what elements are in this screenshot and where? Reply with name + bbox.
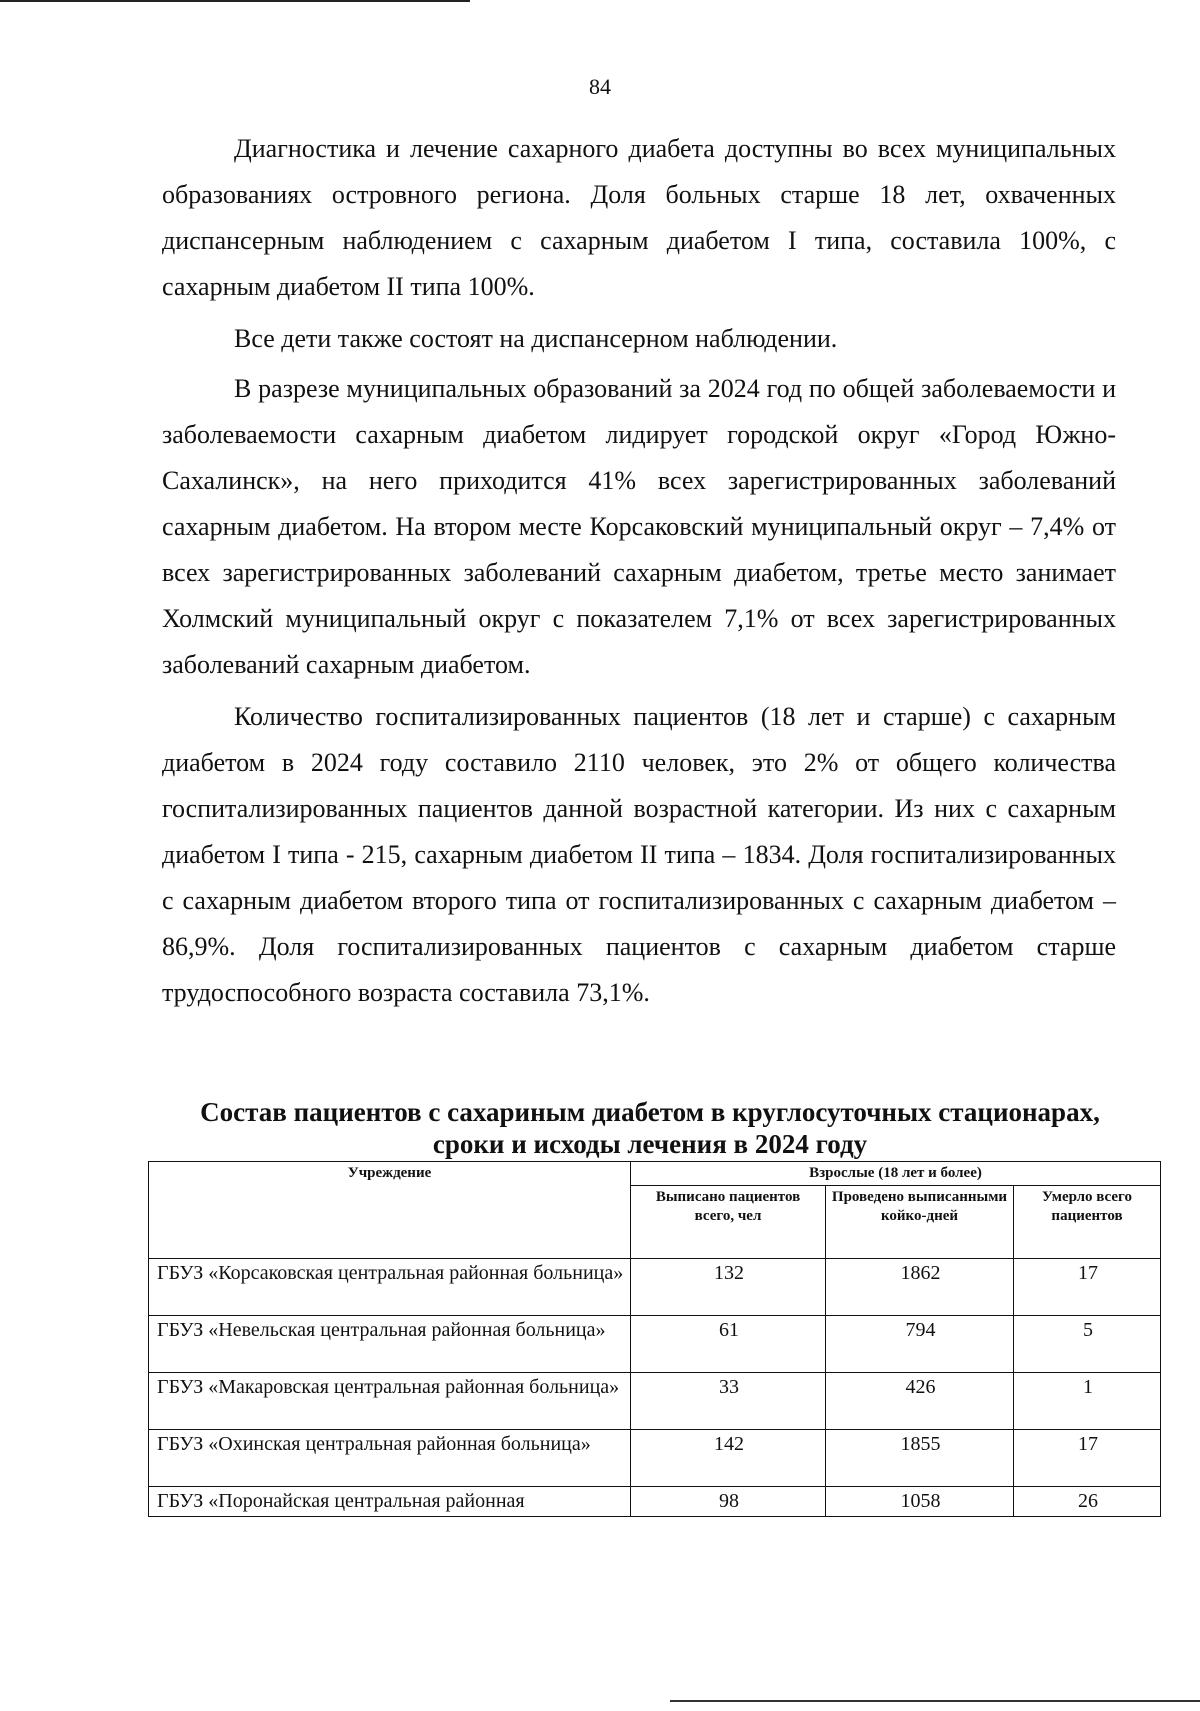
cell-died: 26 [1014,1487,1161,1517]
cell-bed-days: 794 [826,1316,1014,1373]
table-row [149,1487,1161,1517]
paragraph-hospitalized: Количество госпитализированных пациентов (18 лет и старше) с сахарным диабетом в 2024 году составило 2110 человек, это 2% от общего количества госпитализированных пациентов данной возрастной категории. Из них с сахарным диабетом I типа - 215, сахарным диабетом II типа – 1834. Доля госпитализированных с сахарным диабетом второго типа от госпитализированных с сахарным диабетом – 86,9%. Доля госпитализированных пациентов с сахарным диабетом старше трудоспособного возраста составила 73,1%. [162,702,1116,1007]
table-row [149,1430,1161,1487]
table-row [149,1259,1161,1316]
cell-discharged: 132 [631,1259,826,1316]
cell-institution: ГБУЗ «Охинская центральная районная больница» [149,1430,631,1487]
bottom-rule [670,1700,1200,1702]
header-institution: Учреждение [149,1162,631,1259]
paragraph-children: Все дети также состоят на диспансерном наблюдении. [234,324,838,353]
paragraph-diagnostics: Диагностика и лечение сахарного диабета доступны во всех муниципальных образованиях островного региона. Доля больных старше 18 лет, охваченных диспансерным наблюдением с сахарным диабетом I типа, составила 100%, с сахарным диабетом II типа 100%. [162,134,1116,301]
cell-institution: ГБУЗ «Невельская центральная районная больница» [149,1316,631,1373]
cell-died: 17 [1014,1259,1161,1316]
cell-bed-days: 1855 [826,1430,1014,1487]
cell-discharged: 98 [631,1487,826,1517]
cell-institution: ГБУЗ «Корсаковская центральная районная больница» [149,1259,631,1316]
header-adults-group: Взрослые (18 лет и более) [631,1162,1161,1186]
cell-institution: ГБУЗ «Макаровская центральная районная больница» [149,1373,631,1430]
page-number: 84 [589,74,611,99]
cell-bed-days: 1058 [826,1487,1014,1517]
cell-discharged: 142 [631,1430,826,1487]
cell-discharged: 33 [631,1373,826,1430]
table-header-row [149,1162,1161,1186]
header-discharged: Выписано пациентов всего, чел [631,1186,826,1259]
patients-table [148,1161,1161,1517]
cell-bed-days: 426 [826,1373,1014,1430]
cell-died: 5 [1014,1316,1161,1373]
cell-died: 17 [1014,1430,1161,1487]
cell-died: 1 [1014,1373,1161,1430]
table-row [149,1373,1161,1430]
cell-discharged: 61 [631,1316,826,1373]
paragraph-municipal: В разрезе муниципальных образований за 2024 год по общей заболеваемости и заболеваемости сахарным диабетом лидирует городской округ «Город Южно-Сахалинск», на него приходится 41% всех зарегистрированных заболеваний сахарным диабетом. На втором месте Корсаковский муниципальный округ – 7,4% от всех зарегистрированных заболеваний сахарным диабетом, третье место занимает Холмский муниципальный округ с показателем 7,1% от всех зарегистрированных заболеваний сахарным диабетом. [162,374,1116,679]
cell-bed-days: 1862 [826,1259,1014,1316]
cell-institution-text: ГБУЗ «Поронайская центральная районная [157,1490,525,1512]
cell-institution [149,1487,631,1517]
top-rule [0,0,470,2]
header-bed-days: Проведено выписанными койко-дней [826,1186,1014,1259]
body-text [162,126,1116,1016]
header-died: Умерло всего пациентов [1014,1186,1161,1259]
table-title: Состав пациентов с сахариным диабетом в круглосуточных стационарах, сроки и исходы лечения в 2024 году [200,1097,1100,1159]
table-row [149,1316,1161,1373]
